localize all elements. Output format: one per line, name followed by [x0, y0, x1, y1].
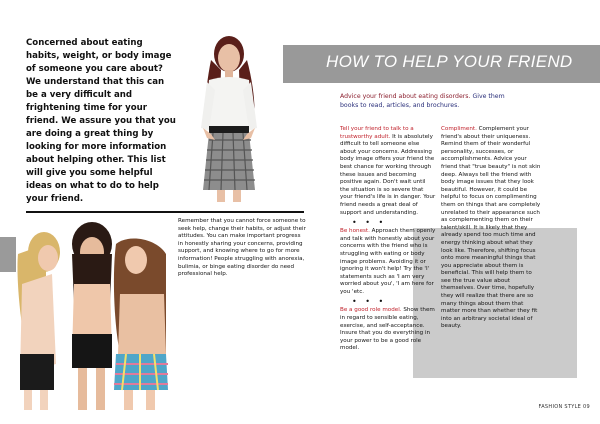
- side-tab-decoration: [0, 237, 16, 272]
- tip-title: Compliment.: [441, 126, 477, 132]
- divider-rule: [26, 211, 304, 213]
- tip-trusted-adult: [340, 126, 436, 217]
- lead-paragraph: [340, 93, 520, 110]
- lead-rest: Give them books to read, articles, and brochures.: [340, 93, 505, 109]
- tip-title: Be a good role model.: [340, 307, 402, 314]
- tip-title: Tell your friend to talk to a trustworthy adult.: [340, 126, 414, 140]
- lead-highlight: Advice your friend about eating disorders.: [340, 93, 471, 100]
- tip-body: It is absolutely difficult to tell someone else about your concerns. Addressing body image offers your friend the best chance for working through these issues and becoming positive again. Don't wait until the situation is so severe that your friend's life is in danger. Your friend needs a great deal of support and understanding.: [340, 133, 436, 216]
- tips-column-left: [340, 126, 436, 353]
- tip-role-model: [340, 307, 436, 353]
- reminder-text: Remember that you cannot force someone to seek help, change their habits, or adjust their attitudes. You can make important progress in honestly sharing your concerns, providing support, and knowing where to go for more information! People struggling with anorexia, bulimia, or binge eating disorder do need professional help.: [178, 218, 306, 278]
- tip-body: Show them in regard to sensible eating, exercise, and self-acceptance. Insure that you do everything in your power to be a good role model.: [340, 307, 435, 352]
- tip-body: Approach them openly and talk with honestly about your concerns with the friend who is struggling with eating or body image problems. Avoiding it or ignoring it won't help! Try the 'I' statements such as 'I am very worried about you', 'I am here for you 'etc.: [340, 228, 436, 295]
- photo-unhappy-girl: [183, 30, 275, 202]
- tip-body: Complement your friend's about their uniqueness. Remind them of their wonderful personality, successes, or accomplishments. Advice your friend that "true beauty" is not skin deep. Always tell the friend with body image issues that they look beautiful. However, it could be helpful to focus on complimenting them on things that are completely unrelated to their appearance such as complementing them on their talent/skill. It is likely that they already spend too much time and energy thinking about what they look like. Therefore, shifting focus onto more meaningful things that you appreciate about them is beneficial. This will help them to see the true value about themselves. Over time, hopefully they will realize that there are so many things about them that matter more than whether they fit into an arbitrary societal ideal of beauty.: [441, 126, 541, 330]
- tip-compliment: [441, 126, 541, 331]
- tip-be-honest: [340, 228, 436, 296]
- tips-column-right: [441, 126, 541, 331]
- page-footer: FASHION STYLE 09: [538, 404, 590, 410]
- dot-separator: • • •: [352, 297, 387, 307]
- page-title: HOW TO HELP YOUR FRIEND: [326, 52, 573, 71]
- photo-group-of-girls: [16, 214, 168, 410]
- dot-separator: • • •: [352, 218, 387, 228]
- tip-title: Be honest.: [340, 228, 370, 235]
- intro-text: Concerned about eating habits, weight, or body image of someone you care about? We understand that this can be a very difficult and frightening time for your friend. We assure you that you are doing a great thing by looking for more information about helping other. This list will give you some helpful ideas on what to do to help your friend.: [26, 38, 176, 204]
